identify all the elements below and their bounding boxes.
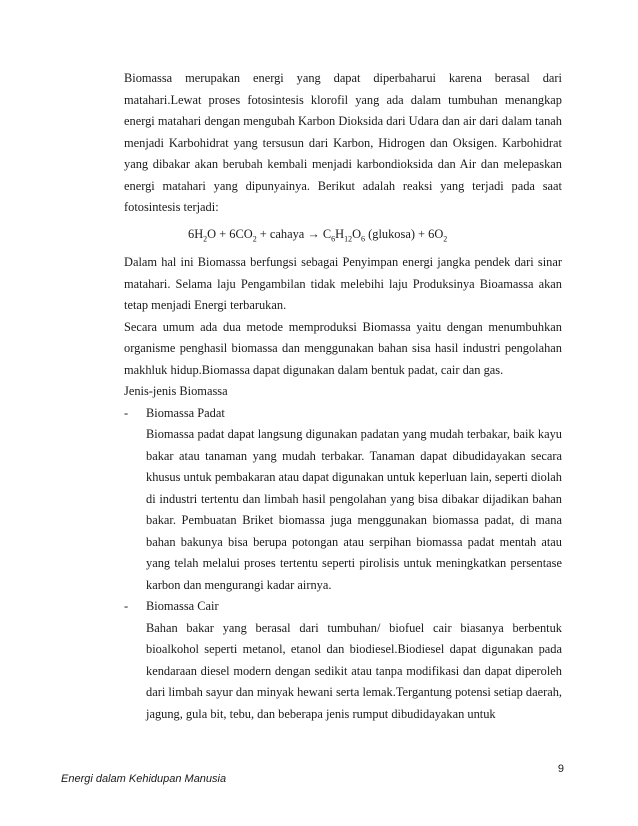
eq-subscript: 2 <box>203 233 208 243</box>
eq-subscript: 6 <box>361 233 366 243</box>
eq-subscript: 2 <box>252 233 257 243</box>
eq-subscript: 2 <box>443 233 448 243</box>
list-item-body: Biomassa padat dapat langsung digunakan padatan yang mudah terbakar, baik kayu bakar atau tanaman yang mudah terbakar. Tanaman dapat dibudidayakan secara khusus untuk pembakaran atau dapat digunakan untuk keperluan lain, seperti diolah di industri tertentu dan limbah hasil pengolahan yang bisa dibakar dijadikan bahan bakar. Pembuatan Briket biomassa juga menggunakan biomassa padat, di mana bahan bakunya bisa berupa potongan atau serpihan biomassa padat mentah atau yang telah melalui proses tertentu seperti pirolisis untuk meningkatkan persentase karbon dan mengurangi kadar airnya. <box>146 427 562 592</box>
list-dash: - <box>124 599 129 613</box>
eq-subscript: 6 <box>331 233 336 243</box>
list-item-body: Bahan bakar yang berasal dari tumbuhan/ biofuel cair biasanya berbentuk bioalkohol seperti metanol, etanol dan biodiesel.Biodiesel dapat digunakan pada kendaraan diesel modern dengan sedikit atau tanpa modifikasi dan dapat diperoleh dari limbah sayur dan minyak hewani serta lemak.Tergantung potensi setiap daerah, jagung, gula bit, tebu, dan beberapa jenis rumput dibudidayakan untuk <box>146 620 562 721</box>
body-text <box>124 68 562 725</box>
heading-biomass-types: Jenis-jenis Biomassa <box>124 384 228 398</box>
eq-term: H <box>335 226 345 241</box>
eq-subscript: 12 <box>344 233 353 243</box>
paragraph-biomass-definition: Biomassa merupakan energi yang dapat diperbaharui karena berasal dari matahari.Lewat proses fotosintesis klorofil yang ada dalam tumbuhan menangkap energi matahari dengan mengubah Karbon Dioksida dari Udara dan air dari dalam tanah menjadi Karbohidrat yang tersusun dari Karbon, Hidrogen dan Oksigen. Karbohidrat yang dibakar akan berubah kembali menjadi karbondioksida dan Air dan melepaskan energi matahari yang dipunyainya. Berikut adalah reaksi yang terjadi pada saat fotosintesis terjadi: <box>124 71 562 214</box>
list-item-solid <box>124 403 562 597</box>
footer-book-title: Energi dalam Kehidupan Manusia <box>61 773 227 785</box>
photosynthesis-equation <box>124 224 562 246</box>
eq-term: + cahaya → C <box>256 226 332 241</box>
list-item-title: Biomassa Padat <box>146 405 225 420</box>
eq-term: 6H <box>188 226 204 241</box>
page-number: 9 <box>557 763 564 775</box>
eq-term: O + 6CO <box>207 226 253 241</box>
eq-term: (glukosa) + 6O <box>365 226 444 241</box>
list-dash: - <box>124 405 129 420</box>
paragraph-production-methods: Secara umum ada dua metode memproduksi Biomassa yaitu dengan menumbuhkan organisme penghasil biomassa dan menggunakan bahan sisa hasil industri pengolahan makhluk hidup.Biomassa dapat digunakan dalam bentuk padat, cair dan gas. <box>124 319 562 377</box>
eq-term: O <box>352 226 362 241</box>
paragraph-energy-storage: Dalam hal ini Biomassa berfungsi sebagai Penyimpan energi jangka pendek dari sinar matahari. Selama laju Pengambilan tidak melebihi laju Produksinya Bioamassa akan tetap menjadi Energi terbarukan. <box>124 255 562 312</box>
list-item-liquid <box>124 596 562 725</box>
list-item-title: Biomassa Cair <box>146 599 219 613</box>
